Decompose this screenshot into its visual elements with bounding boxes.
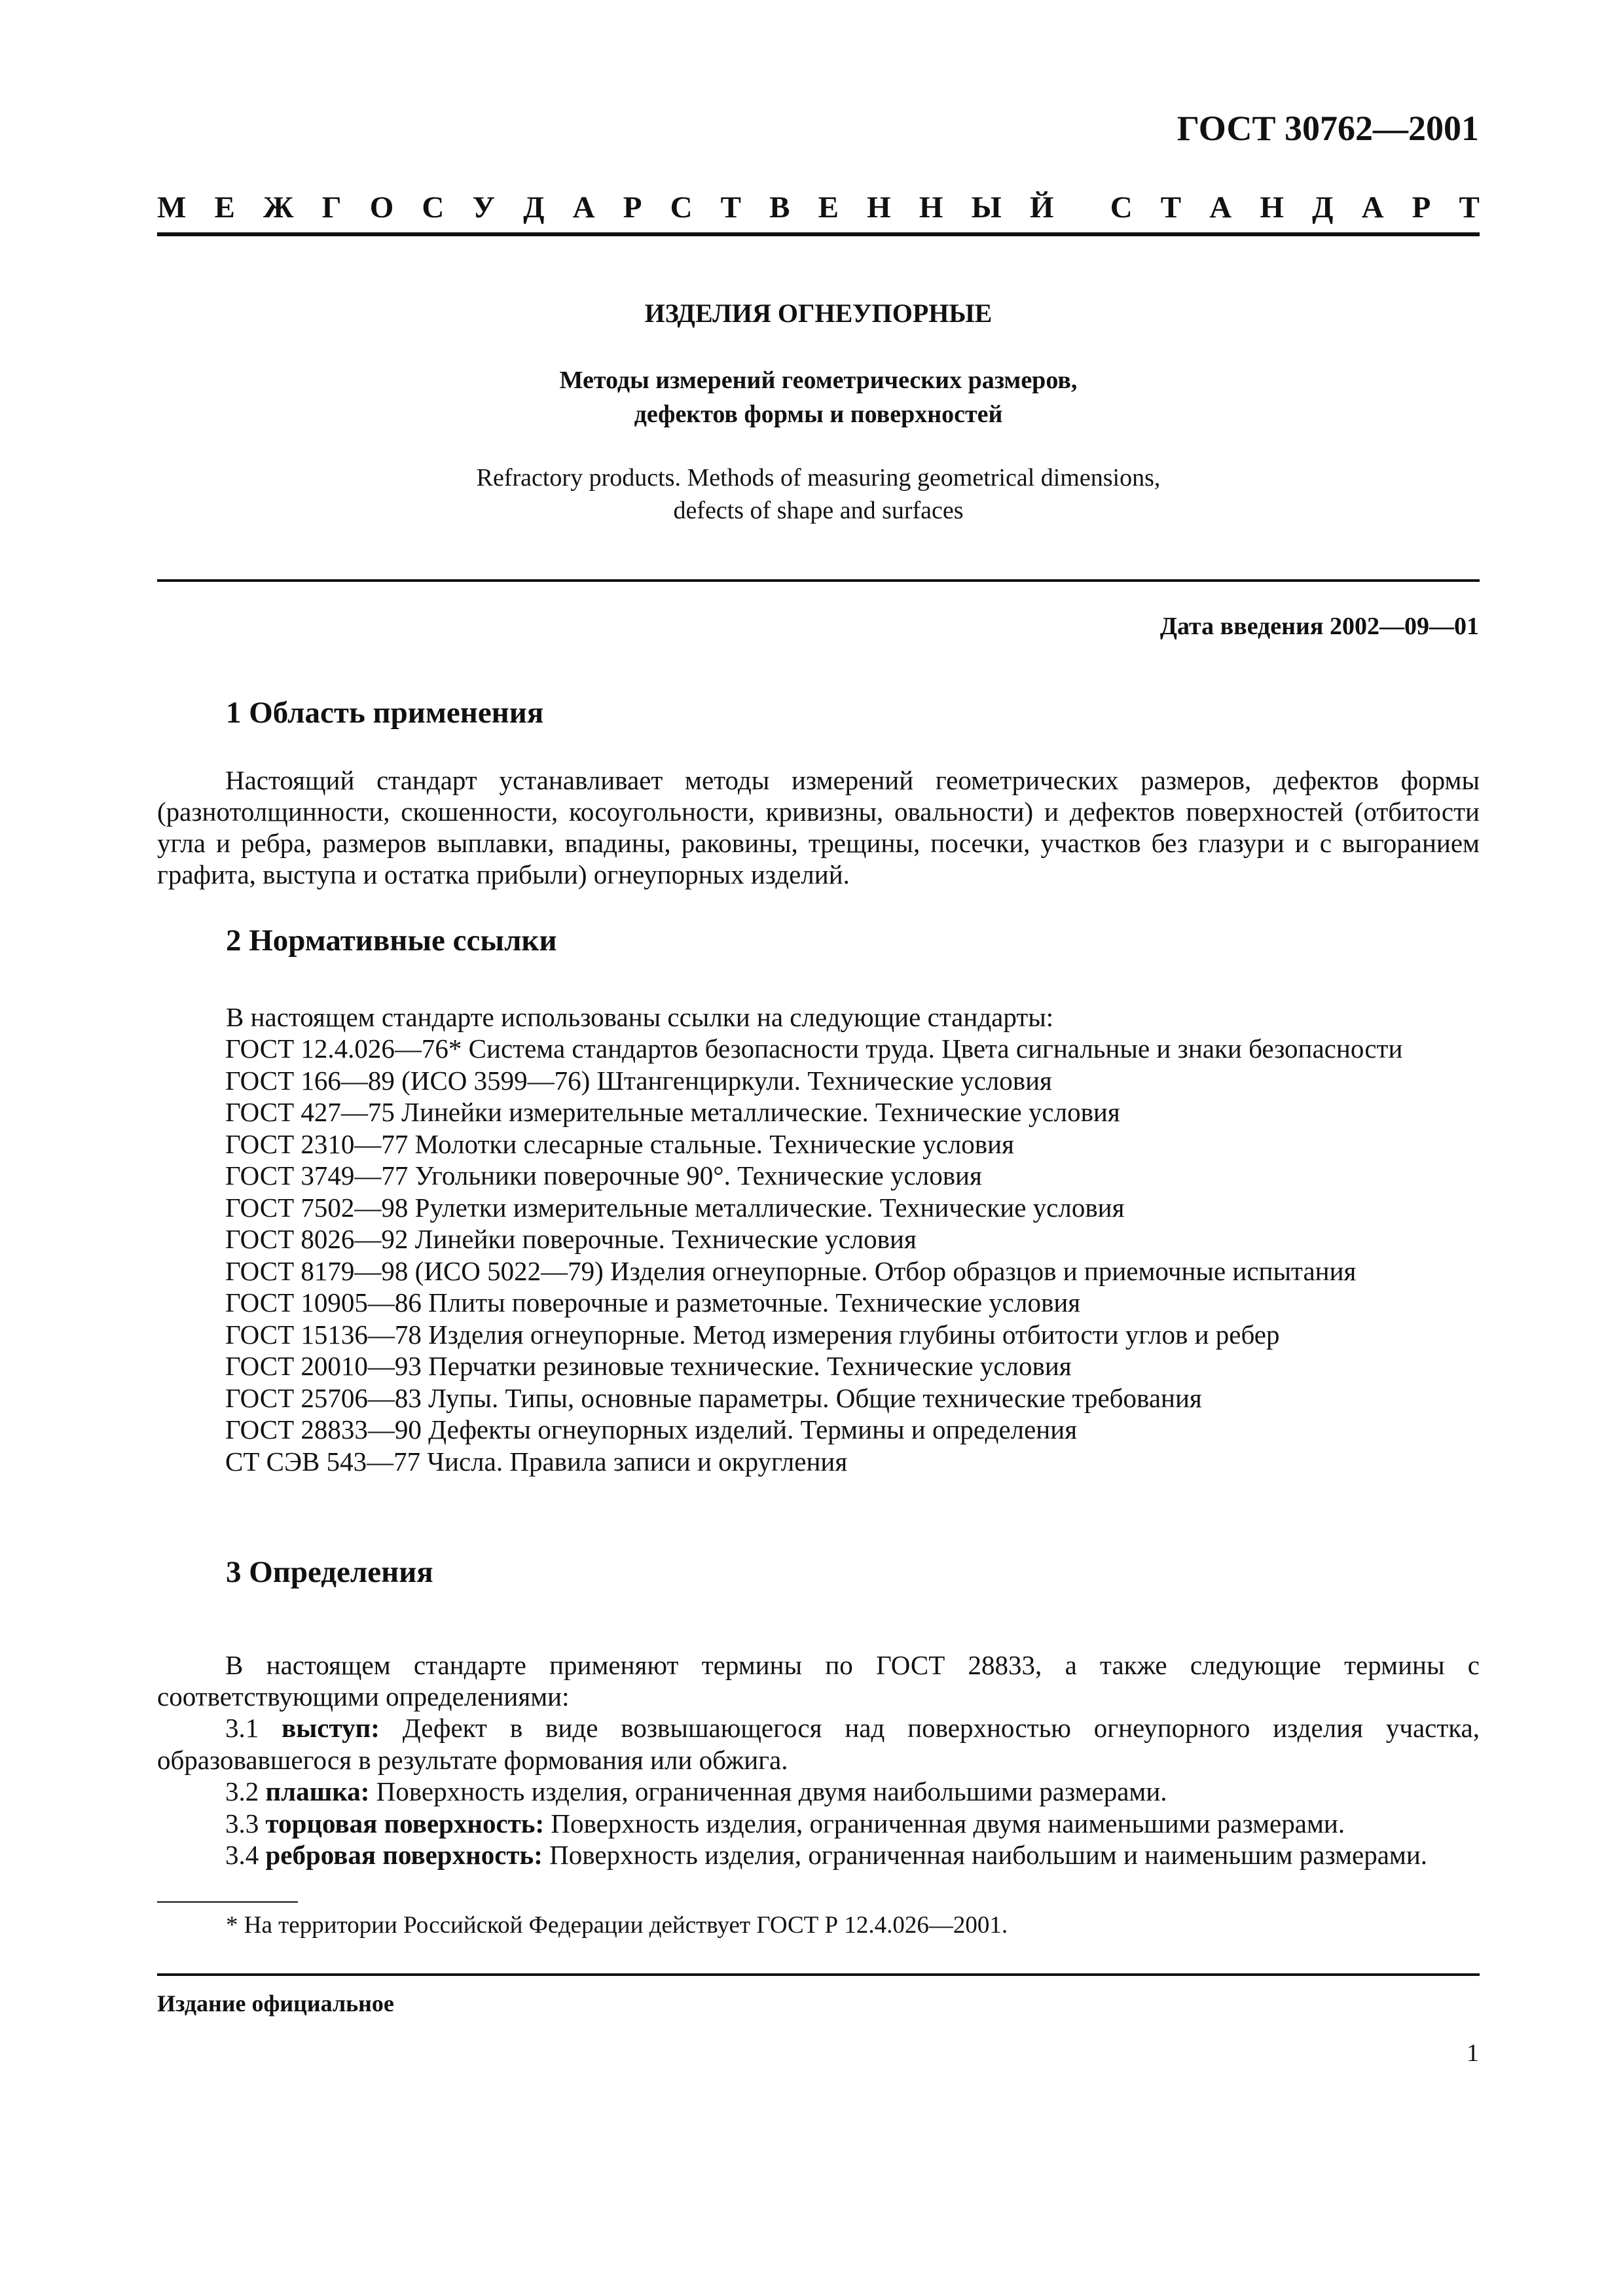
reference-item: ГОСТ 2310—77 Молотки слесарные стальные. Технические условия [225, 1128, 1014, 1159]
reference-item: ГОСТ 25706—83 Лупы. Типы, основные параметры. Общие технические требования [225, 1382, 1202, 1413]
english-title-line-2: defects of shape and surfaces [673, 497, 964, 524]
definition-text: Поверхность изделия, ограниченная наибольшим и наименьшим размерами. [549, 1840, 1428, 1870]
footnote-divider [157, 1901, 298, 1903]
definitions-list [157, 1712, 1480, 1871]
banner-letter: О [369, 190, 394, 224]
document-number: ГОСТ 30762—2001 [1176, 109, 1479, 148]
definition-text: Поверхность изделия, ограниченная двумя наименьшими размерами. [551, 1808, 1345, 1839]
definition-item [157, 1712, 1480, 1776]
section-3-heading: 3 Определения [226, 1555, 433, 1589]
introduction-date: Дата введения 2002—09—01 [1159, 613, 1479, 640]
definition-term: торцовая поверхность: [265, 1808, 545, 1839]
definition-term: выступ: [282, 1713, 380, 1743]
section-1-text: Настоящий стандарт устанавливает методы измерений геометрических размеров, дефектов формы (разнотолщинности, скошенности, косоугольности, кривизны, овальности) и дефектов поверхностей (отбитости угла и ребра, размеров выплавки, впадины, раковины, трещины, посечки, участков без глазури и с выгоранием графита, выступа и остатка прибыли) огнеупорных изделий. [157, 765, 1480, 889]
banner-letter: Е [818, 190, 839, 224]
banner-letter: С [422, 190, 445, 224]
banner-letter: Ы [971, 190, 1002, 224]
reference-item: ГОСТ 20010—93 Перчатки резиновые технические. Технические условия [225, 1351, 1072, 1381]
reference-item: ГОСТ 15136—78 Изделия огнеупорные. Метод измерения глубины отбитости углов и ребер [225, 1319, 1280, 1350]
reference-item: СТ СЭВ 543—77 Числа. Правила записи и округления [225, 1446, 848, 1477]
official-edition-label: Издание официальное [157, 1990, 394, 2017]
reference-item: ГОСТ 427—75 Линейки измерительные металлические. Технические условия [225, 1097, 1120, 1127]
banner-letter: Й [1029, 190, 1054, 224]
banner-letter: Р [623, 190, 642, 224]
definition-number: 3.2 [225, 1776, 259, 1806]
banner-letter: Д [523, 190, 545, 224]
header-divider [157, 232, 1480, 236]
reference-item: ГОСТ 166—89 (ИСО 3599—76) Штангенциркули. Технические условия [225, 1065, 1052, 1096]
interstate-standard-banner [157, 190, 1480, 225]
document-title: ИЗДЕЛИЯ ОГНЕУПОРНЫЕ [644, 298, 993, 328]
banner-letter: У [472, 190, 495, 224]
banner-letter: Д [1312, 190, 1334, 224]
references-list [157, 1033, 1480, 1477]
reference-item: ГОСТ 7502—98 Рулетки измерительные металлические. Технические условия [225, 1192, 1125, 1223]
definition-term: ребровая поверхность: [265, 1840, 543, 1870]
definition-text: Поверхность изделия, ограниченная двумя наибольшими размерами. [376, 1776, 1167, 1806]
banner-letter: Т [1459, 190, 1480, 224]
subtitle-line-2: дефектов формы и поверхностей [634, 401, 1003, 428]
english-title [157, 461, 1480, 527]
definition-number: 3.1 [225, 1713, 259, 1743]
reference-item: ГОСТ 8179—98 (ИСО 5022—79) Изделия огнеупорные. Отбор образцов и приемочные испытания [225, 1255, 1357, 1286]
banner-letter: Т [1160, 190, 1182, 224]
banner-letter: М [157, 190, 187, 224]
page-number: 1 [1467, 2039, 1479, 2067]
section-1-heading: 1 Область применения [226, 696, 544, 730]
definition-text: Дефект в виде возвышающегося над поверхностью огнеупорного изделия участка, образовавшегося в результате формования или обжига. [157, 1713, 1480, 1775]
banner-letter: Н [1260, 190, 1284, 224]
definition-item [157, 1839, 1480, 1871]
references-intro: В настоящем стандарте использованы ссылки на следующие стандарты: [226, 1002, 1054, 1032]
english-title-line-1: Refractory products. Methods of measuring geometrical dimensions, [476, 464, 1161, 492]
banner-letter: С [670, 190, 693, 224]
definition-number: 3.4 [225, 1840, 259, 1870]
definition-item [157, 1776, 1480, 1808]
banner-letter: Г [321, 190, 342, 224]
banner-letter: Е [214, 190, 235, 224]
section-2-heading: 2 Нормативные ссылки [226, 924, 557, 958]
footnote: * На территории Российской Федерации действует ГОСТ Р 12.4.026—2001. [226, 1912, 1008, 1939]
banner-letter: Ж [263, 190, 294, 224]
banner-letter: Р [1412, 190, 1431, 224]
reference-item: ГОСТ 28833—90 Дефекты огнеупорных изделий. Термины и определения [225, 1414, 1078, 1444]
banner-letter: Т [720, 190, 742, 224]
title-divider [157, 579, 1480, 582]
banner-letter: Н [919, 190, 943, 224]
banner-letter: А [1209, 190, 1232, 224]
banner-letter: Н [867, 190, 891, 224]
document-subtitle [157, 363, 1480, 431]
definition-term: плашка: [265, 1776, 370, 1806]
definition-item [157, 1808, 1480, 1840]
reference-item: ГОСТ 10905—86 Плиты поверочные и разметочные. Технические условия [225, 1287, 1081, 1318]
definition-number: 3.3 [225, 1808, 259, 1839]
reference-item: ГОСТ 3749—77 Угольники поверочные 90°. Технические условия [225, 1160, 982, 1191]
subtitle-line-1: Методы измерений геометрических размеров, [559, 367, 1078, 394]
definitions-intro: В настоящем стандарте применяют термины по ГОСТ 28833, а также следующие термины с соответствующими определениями: [157, 1650, 1480, 1712]
reference-item: ГОСТ 8026—92 Линейки поверочные. Технические условия [225, 1224, 917, 1254]
reference-item: ГОСТ 12.4.026—76* Система стандартов безопасности труда. Цвета сигнальные и знаки безопасности [225, 1033, 1403, 1064]
banner-letter: А [1361, 190, 1384, 224]
footer-divider [157, 1973, 1480, 1976]
banner-letter: С [1110, 190, 1133, 224]
banner-letter: В [769, 190, 790, 224]
banner-letter: А [572, 190, 595, 224]
